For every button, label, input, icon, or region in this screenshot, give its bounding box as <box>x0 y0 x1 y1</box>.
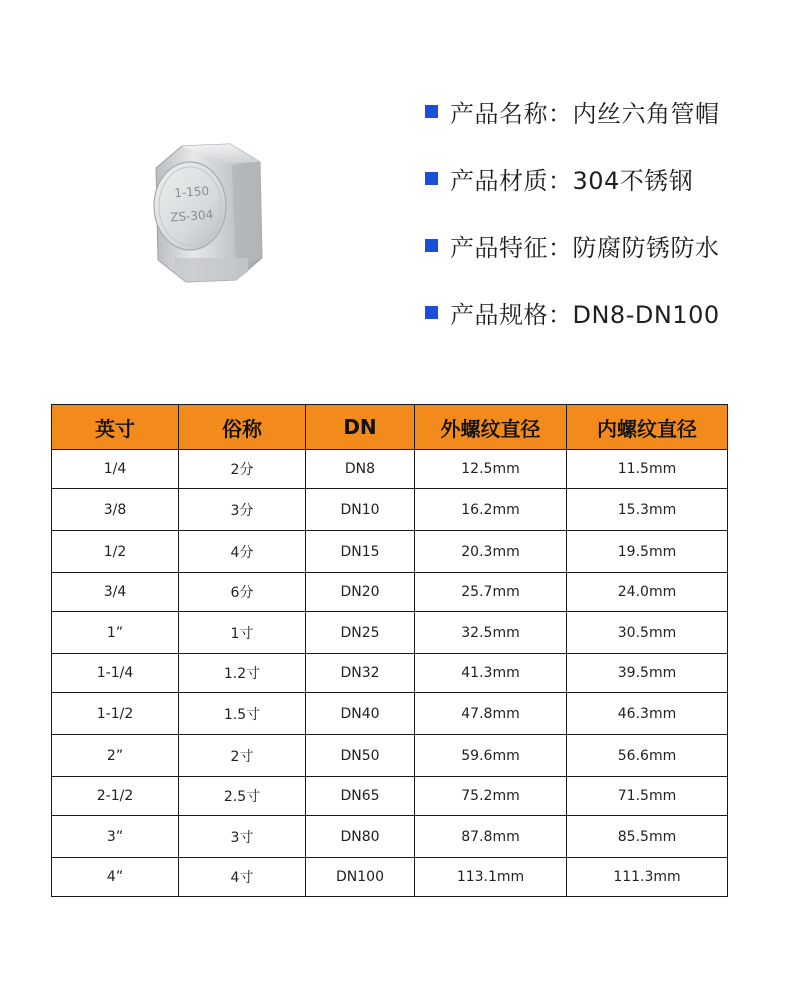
cell-outer-thread: 41.3mm <box>415 654 567 693</box>
cell-inner-thread: 71.5mm <box>567 777 728 816</box>
bullet-square-icon <box>425 306 438 319</box>
cell-outer-thread: 12.5mm <box>415 450 567 489</box>
product-spec-list <box>425 78 775 346</box>
hex-cap-illustration <box>152 140 282 288</box>
cell-inner-thread: 46.3mm <box>567 693 728 735</box>
cell-inner-thread: 19.5mm <box>567 531 728 573</box>
cell-inner-thread: 24.0mm <box>567 573 728 612</box>
cell-inch: 2” <box>52 735 179 777</box>
cell-common-name: 3寸 <box>179 816 306 858</box>
cell-outer-thread: 20.3mm <box>415 531 567 573</box>
stamp-size: 1-150 <box>173 183 210 201</box>
cell-inch: 3/4 <box>52 573 179 612</box>
bullet-square-icon <box>425 239 438 252</box>
cell-inner-thread: 30.5mm <box>567 612 728 654</box>
cell-common-name: 2分 <box>179 450 306 489</box>
bullet-square-icon <box>425 105 438 118</box>
cell-outer-thread: 75.2mm <box>415 777 567 816</box>
cell-common-name: 3分 <box>179 489 306 531</box>
table-row <box>52 858 728 897</box>
cell-inch: 1” <box>52 612 179 654</box>
cell-dn: DN80 <box>306 816 415 858</box>
spec-item-size <box>425 279 775 346</box>
spec-material-text: 产品材质：304不锈钢 <box>450 167 694 195</box>
cell-outer-thread: 47.8mm <box>415 693 567 735</box>
spec-name-text: 产品名称：内丝六角管帽 <box>450 100 720 128</box>
spec-size-text: 产品规格：DN8-DN100 <box>450 301 720 329</box>
cell-common-name: 1寸 <box>179 612 306 654</box>
cell-inch: 2-1/2 <box>52 777 179 816</box>
cell-inch: 3” <box>52 816 179 858</box>
cell-outer-thread: 87.8mm <box>415 816 567 858</box>
table-header <box>52 405 728 450</box>
product-image <box>152 140 282 288</box>
cell-inner-thread: 11.5mm <box>567 450 728 489</box>
table-row <box>52 531 728 573</box>
table-row <box>52 573 728 612</box>
header-inner-thread: 内螺纹直径 <box>567 405 728 450</box>
cell-outer-thread: 113.1mm <box>415 858 567 897</box>
cell-common-name: 1.5寸 <box>179 693 306 735</box>
cell-common-name: 4寸 <box>179 858 306 897</box>
cell-common-name: 2寸 <box>179 735 306 777</box>
bullet-square-icon <box>425 172 438 185</box>
table-row <box>52 654 728 693</box>
cell-inch: 1/2 <box>52 531 179 573</box>
cell-dn: DN40 <box>306 693 415 735</box>
cell-dn: DN8 <box>306 450 415 489</box>
table-row <box>52 450 728 489</box>
cell-dn: DN100 <box>306 858 415 897</box>
table-row <box>52 489 728 531</box>
cell-common-name: 6分 <box>179 573 306 612</box>
header-common-name: 俗称 <box>179 405 306 450</box>
cell-inner-thread: 85.5mm <box>567 816 728 858</box>
spec-item-feature <box>425 212 775 279</box>
cell-common-name: 2.5寸 <box>179 777 306 816</box>
cell-dn: DN50 <box>306 735 415 777</box>
cell-dn: DN15 <box>306 531 415 573</box>
cell-common-name: 4分 <box>179 531 306 573</box>
header-dn: DN <box>306 405 415 450</box>
cell-outer-thread: 25.7mm <box>415 573 567 612</box>
table-row <box>52 735 728 777</box>
cell-outer-thread: 16.2mm <box>415 489 567 531</box>
spec-item-name <box>425 78 775 145</box>
spec-feature-text: 产品特征：防腐防锈防水 <box>450 234 720 262</box>
cell-outer-thread: 32.5mm <box>415 612 567 654</box>
spec-item-material <box>425 145 775 212</box>
table-row <box>52 777 728 816</box>
cell-inch: 1/4 <box>52 450 179 489</box>
table-row <box>52 693 728 735</box>
cell-inner-thread: 39.5mm <box>567 654 728 693</box>
table-row <box>52 612 728 654</box>
cell-dn: DN25 <box>306 612 415 654</box>
cell-outer-thread: 59.6mm <box>415 735 567 777</box>
header-outer-thread: 外螺纹直径 <box>415 405 567 450</box>
cell-dn: DN32 <box>306 654 415 693</box>
cell-inch: 1-1/4 <box>52 654 179 693</box>
size-table <box>51 404 728 897</box>
stamp-material: ZS-304 <box>169 207 214 225</box>
cell-dn: DN65 <box>306 777 415 816</box>
cell-inner-thread: 111.3mm <box>567 858 728 897</box>
cell-inch: 4” <box>52 858 179 897</box>
cell-inch: 1-1/2 <box>52 693 179 735</box>
cell-inner-thread: 56.6mm <box>567 735 728 777</box>
table-row <box>52 816 728 858</box>
cell-common-name: 1.2寸 <box>179 654 306 693</box>
cell-dn: DN20 <box>306 573 415 612</box>
cell-inner-thread: 15.3mm <box>567 489 728 531</box>
header-inch: 英寸 <box>52 405 179 450</box>
cell-dn: DN10 <box>306 489 415 531</box>
cell-inch: 3/8 <box>52 489 179 531</box>
